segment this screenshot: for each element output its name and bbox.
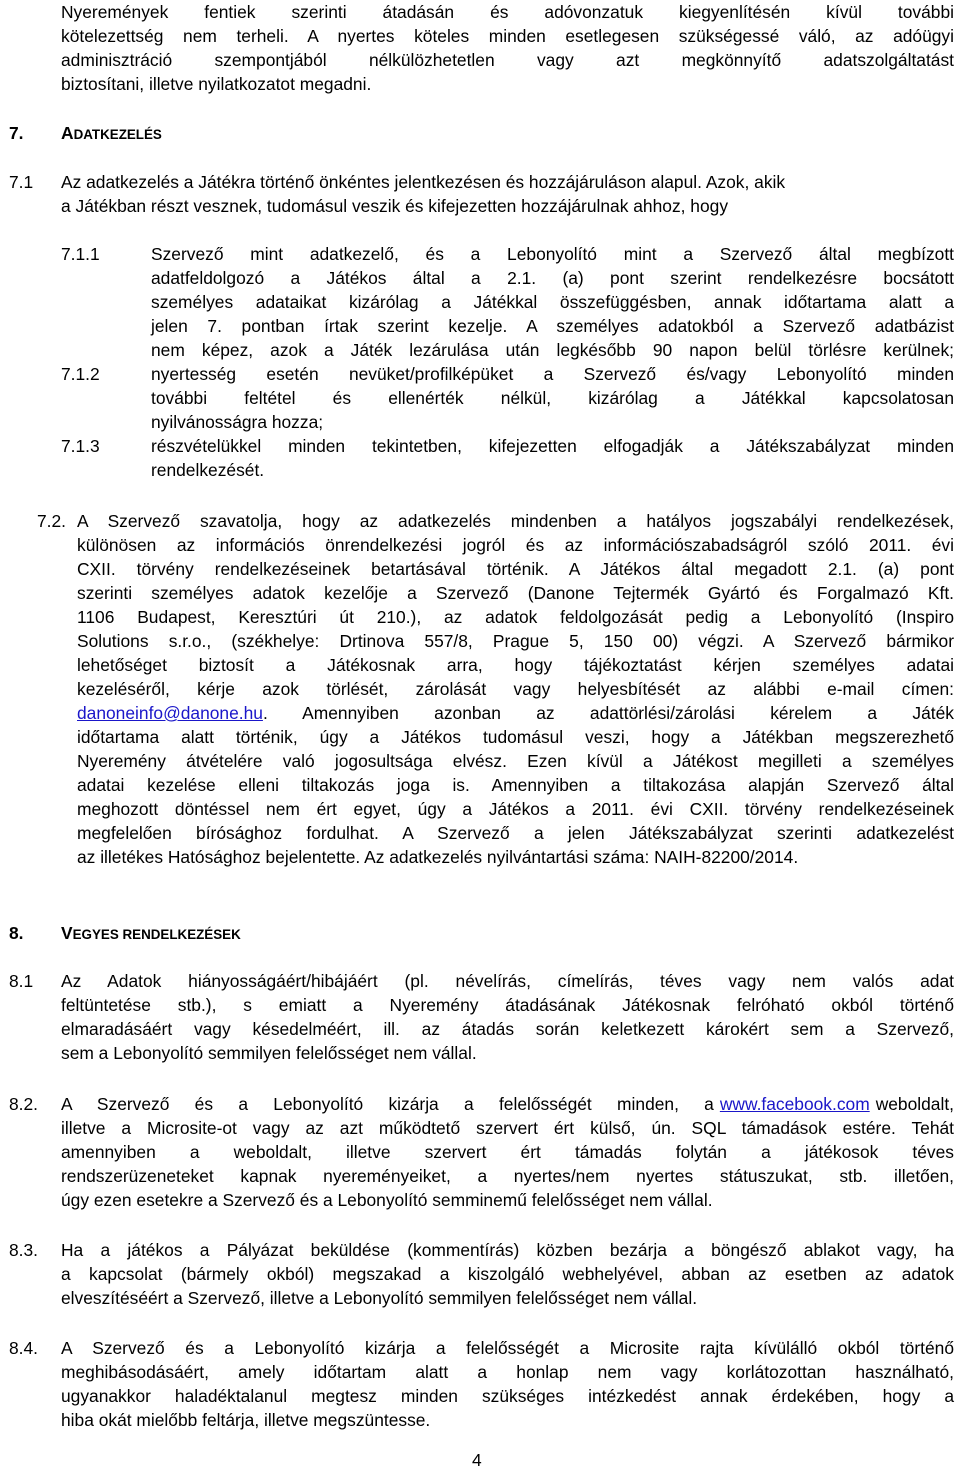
text-line: ugyanakkor haladéktalanul megtesz minden szükséges intézkedést annak érdekében, hogy a: [61, 1386, 954, 1406]
text-line: rendelkezését.: [151, 460, 265, 480]
text-line-with-email: [77, 701, 954, 725]
text-line: Az adatkezelés a Játékra történő önkéntes jelentkezésen és hozzájáruláson alapul. Azok, akik: [61, 172, 786, 192]
text-line: adatai kezelése elleni tiltakozás joga is. Amennyiben a tiltakozása alapján Szervező által: [77, 775, 954, 795]
text-line: adminisztráció szempontjából nélkülözhetetlen vagy azt megkönnyítő adatszolgáltatást: [61, 50, 954, 70]
text-line: a kapcsolat (bármely okból) megszakad a kiszolgáló webhelyével, abban az esetben az adatok: [61, 1264, 954, 1284]
section-number: 7.: [9, 123, 24, 143]
text-line: illetve a Microsite-ot vagy az azt működtető szervert ért külső, ún. SQL támadások estére. Tehát: [61, 1118, 954, 1138]
text-line: kötelezettség nem terheli. A nyertes köteles minden esetlegesen szükségessé váló, az adóügyi: [61, 26, 954, 46]
text-line: feltüntetése stb.), s emiatt a Nyeremény átadásának Játékosnak felróható okból történő: [61, 995, 954, 1015]
text-line-with-link: [61, 1092, 954, 1116]
text-line: Szervező mint adatkezelő, és a Lebonyolító mint a Szervező által megbízott: [151, 244, 954, 264]
text-line: elmaradásáért vagy késedelméért, ill. az átadás során keletkezett károkért sem a Szervező,: [61, 1019, 954, 1039]
text-line: kezeléséről, kérje azok törlését, zárolását vagy helyesbítését az alábbi e-mail címen:: [77, 679, 954, 699]
paragraph-number: 8.3.: [9, 1240, 39, 1260]
text-line: részvételükkel minden tekintetben, kifejezetten elfogadják a Játékszabályzat minden: [151, 436, 954, 456]
text-line: A Szervező és a Lebonyolító kizárja a felelősségét a Microsite rajta kívülálló okból történő: [61, 1338, 954, 1358]
text-line: személyes adataikat kizárólag a Játékkal összefüggésben, annak időtartama alatt a: [151, 292, 954, 312]
text-line: különösen az információs önrendelkezési jogról és az információszabadságról szóló 2011. évi: [77, 535, 954, 555]
text-line: amennyiben a weboldalt, illetve szervert ért támadás folytán a játékosok téves: [61, 1142, 954, 1162]
text-line: időtartama alatt történik, úgy a Játékos tudomásul veszi, hogy a Játékban megszerezhető: [77, 727, 954, 747]
text-segment: . Amennyiben azonban az adattörlési/zárolási kérelem a Játék: [262, 703, 954, 723]
text-line: Solutions s.r.o., (székhelye: Drtinova 557/8, Prague 5, 150 00) végzi. A Szervező bármikor: [77, 631, 954, 651]
text-line: rendszerüzeneteket kapnak nyereményeiket, a nyertes/nem nyertes státuszukat, stb. illetően,: [61, 1166, 954, 1186]
text-line: további feltétel és ellenérték nélkül, kizárólag a Játékkal kapcsolatosan: [151, 388, 954, 408]
section-title: VEGYES RENDELKEZÉSEK: [61, 923, 241, 943]
text-line: a Játékban részt vesznek, tudomásul veszik és kifejezetten hozzájárulnak ahhoz, hogy: [61, 196, 729, 216]
text-line: az illetékes Hatósághoz bejelentette. Az adatkezelés nyilvántartási száma: NAIH-82200/2014.: [77, 847, 799, 867]
text-line: úgy ezen esetekre a Szervező és a Lebonyolító semminemű felelősséget nem vállal.: [61, 1190, 713, 1210]
text-line: Nyeremény átvételére való jogosultsága elvész. Ezen kívül a Játékost megilleti a személyes: [77, 751, 954, 771]
text-line: adatfeldolgozó a Játékos által a 2.1. (a) pont szerint rendelkezésre bocsátott: [151, 268, 954, 288]
subparagraph-number: 7.1.2: [61, 364, 100, 384]
text-line: meghozott döntéssel nem ért egyet, úgy a Játékos a 2011. évi CXII. törvény rendelkezéseinek: [77, 799, 954, 819]
paragraph-number: 7.1: [9, 172, 34, 192]
page-number: 4: [472, 1450, 482, 1470]
section-number: 8.: [9, 923, 24, 943]
text-line: hiba okát mielőbb feltárja, illetve megszüntesse.: [61, 1410, 431, 1430]
facebook-link[interactable]: www.facebook.com: [719, 1094, 870, 1114]
text-segment: weboldalt,: [875, 1094, 954, 1114]
text-line: biztosítani, illetve nyilatkozatot megadni.: [61, 74, 372, 94]
text-line: 1106 Budapest, Keresztúri út 210.), az adatok feldolgozását pedig a Lebonyolító (Inspiro: [77, 607, 954, 627]
subparagraph-number: 7.1.1: [61, 244, 100, 264]
text-line: lehetőséget biztosít a Játékosnak arra, hogy tájékoztatást kérjen személyes adatai: [77, 655, 954, 675]
text-line: sem a Lebonyolító semmilyen felelősséget nem vállal.: [61, 1043, 477, 1063]
text-line: Ha a játékos a Pályázat beküldése (kommentírás) közben bezárja a böngésző ablakot vagy, ha: [61, 1240, 954, 1260]
text-line: szerinti személyes adatok kezelője a Szervező (Danone Tejtermék Gyártó és Forgalmazó Kft.: [77, 583, 954, 603]
text-line: nyertesség esetén nevüket/profilképüket a Szervező és/vagy Lebonyolító minden: [151, 364, 954, 384]
text-line: meghibásodásáért, amely időtartam alatt a honlap nem vagy korlátozottan használható,: [61, 1362, 954, 1382]
text-line: nyilvánosságra hozza;: [151, 412, 324, 432]
paragraph-number: 8.4.: [9, 1338, 39, 1358]
text-line: Nyeremények fentiek szerinti átadásán és adóvonzatuk kiegyenlítésén kívül további: [61, 2, 954, 22]
email-link[interactable]: danoneinfo@danone.hu: [77, 703, 263, 723]
text-line: jelen 7. pontban írtak szerint kezelje. A személyes adatokból a Szervező adatbázist: [151, 316, 954, 336]
text-segment: A Szervező és a Lebonyolító kizárja a felelősségét minden, a: [61, 1094, 714, 1114]
text-line: megfelelően bírósághoz fordulhat. A Szervező a jelen Játékszabályzat szerinti adatkezelést: [77, 823, 954, 843]
paragraph-number: 8.1: [9, 971, 34, 991]
section-title: ADATKEZELÉS: [61, 123, 162, 143]
text-line: A Szervező szavatolja, hogy az adatkezelés mindenben a hatályos jogszabályi rendelkezések,: [77, 511, 954, 531]
subparagraph-number: 7.1.3: [61, 436, 100, 456]
text-line: CXII. törvény rendelkezéseinek betartásával történik. A Játékos által megadott 2.1. (a) pont: [77, 559, 954, 579]
text-line: nem képez, azok a Játék lezárulása után legkésőbb 90 napon belül törlésre kerülnek;: [151, 340, 954, 360]
paragraph-number: 7.2.: [37, 511, 67, 531]
text-line: Az Adatok hiányosságáért/hibájáért (pl. névelírás, címelírás, téves vagy nem valós adat: [61, 971, 954, 991]
paragraph-number: 8.2.: [9, 1094, 39, 1114]
text-line: elveszítéséért a Szervező, illetve a Lebonyolító semmilyen felelősséget nem vállal.: [61, 1288, 698, 1308]
